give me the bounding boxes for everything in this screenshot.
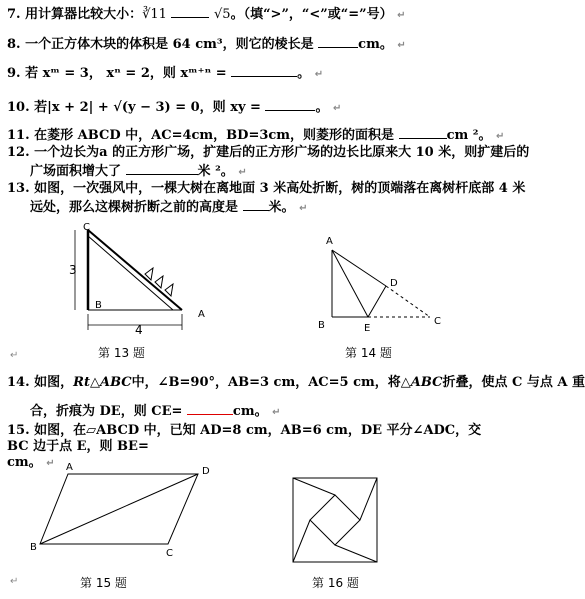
label-d: D: [390, 278, 398, 289]
figure-15: [30, 462, 210, 562]
answer-blank[interactable]: [171, 5, 209, 18]
question-7: [7, 5, 406, 24]
answer-blank[interactable]: [126, 162, 198, 175]
pinwheel-line: [293, 478, 335, 495]
inner-square: [310, 495, 360, 545]
question-text: cm ²。: [446, 128, 492, 143]
question-14-line-1: [7, 375, 585, 391]
answer-blank[interactable]: [187, 402, 233, 415]
question-text: 中，∠B=90°，AB=3 cm，AC=5 cm，将: [131, 375, 401, 390]
question-text: 广场面积增大了: [30, 164, 122, 179]
question-11: [7, 126, 504, 145]
fold-line-ad: [332, 250, 386, 286]
answer-blank[interactable]: [231, 64, 297, 77]
triangle-name: Rt△ABC: [73, 375, 132, 390]
answer-blank[interactable]: [243, 198, 269, 211]
triangle-name: △ABC: [400, 375, 443, 390]
label-a: A: [66, 462, 73, 473]
label-b: B: [318, 320, 325, 331]
figure-15-caption: 第 15 题: [80, 576, 127, 590]
figure-16-caption: 第 16 题: [312, 576, 359, 590]
paragraph-mark: ↵: [46, 458, 55, 469]
paragraph-mark: ↵: [397, 10, 406, 21]
line-dc-dashed: [386, 286, 430, 317]
label-d: D: [202, 466, 210, 477]
question-text: 。: [315, 100, 329, 115]
question-text: 若 xᵐ = 3， xⁿ = 2，则 xᵐ⁺ⁿ =: [25, 66, 227, 81]
label-a: A: [198, 309, 205, 320]
pinwheel-line: [360, 478, 377, 520]
label-c: C: [83, 222, 90, 233]
question-number: 14.: [7, 375, 30, 390]
paragraph-mark: ↵: [299, 203, 308, 214]
question-text: 如图，: [34, 375, 74, 390]
question-8: [7, 35, 406, 54]
question-text: cm。: [232, 404, 268, 419]
label-c: C: [434, 316, 441, 327]
paragraph-mark: ↵: [397, 40, 406, 51]
question-text: 。（填“>”，“<”或“=”号）: [230, 7, 393, 22]
question-text: 一个正方体木块的体积是 64 cm³，则它的棱长是: [25, 37, 314, 52]
question-text: 合，折痕为 DE，则 CE=: [30, 404, 183, 419]
answer-blank[interactable]: [265, 98, 315, 111]
question-text: cm。: [7, 455, 42, 470]
pinwheel-line: [335, 545, 377, 562]
figure-14: [310, 232, 450, 342]
paragraph-mark: ↵: [10, 350, 19, 361]
answer-blank[interactable]: [399, 126, 447, 139]
paragraph-mark: ↵: [314, 69, 324, 80]
branch-mark: [155, 276, 163, 288]
question-text: 用计算器比较大小：: [25, 7, 143, 22]
question-text: 米 ²。: [197, 164, 234, 179]
question-text: cm。: [358, 37, 393, 52]
question-10: [7, 98, 341, 117]
broken-top: [88, 230, 182, 310]
answer-blank[interactable]: [318, 35, 358, 48]
figure-16: [290, 475, 380, 565]
line-ae: [332, 250, 368, 317]
question-text: 如图，在▱ABCD 中，已知 AD=8 cm，AB=6 cm，DE 平分∠ADC，交 BC 边于点 E，则 BE=: [7, 423, 482, 454]
math-expression: √5: [214, 7, 231, 22]
question-text: 远处，那么这棵树折断之前的高度是: [30, 200, 239, 215]
question-text: 若|x + 2| + √(y − 3) = 0，则 xy =: [34, 100, 261, 115]
question-9: [7, 64, 323, 83]
figure-14-caption: 第 14 题: [345, 346, 392, 360]
paragraph-mark: ↵: [496, 131, 505, 142]
label-b: B: [30, 542, 37, 553]
question-number: 10.: [7, 100, 30, 115]
question-13-line-1: [7, 181, 525, 197]
paragraph-mark: ↵: [238, 167, 247, 178]
question-text: 一个边长为a 的正方形广场，扩建后的正方形广场的边长比原来大 10 米，则扩建后的: [34, 145, 530, 160]
question-number: 13.: [7, 181, 30, 196]
question-number: 7.: [7, 7, 21, 22]
question-number: 15.: [7, 423, 30, 438]
question-12-line-1: [7, 145, 529, 161]
branch-mark: [165, 284, 173, 296]
height-label: 3: [69, 263, 77, 277]
question-12-line-2: [30, 162, 247, 181]
outer-square: [293, 478, 377, 562]
math-expression: ∛11: [142, 7, 167, 22]
paragraph-mark: ↵: [272, 407, 281, 418]
question-14-line-2: [30, 402, 281, 421]
pinwheel-line: [293, 520, 310, 562]
question-text: 如图，一次强风中，一棵大树在离地面 3 米高处折断，树的顶端落在离树杆底部 4 米: [34, 181, 526, 196]
label-c: C: [166, 548, 173, 559]
question-number: 8.: [7, 37, 21, 52]
question-number: 9.: [7, 66, 21, 81]
branch-mark: [145, 268, 153, 280]
figure-13: [55, 222, 215, 342]
label-b: B: [95, 300, 102, 311]
question-text: 。: [297, 66, 311, 81]
label-a: A: [326, 236, 333, 247]
figure-13-caption: 第 13 题: [98, 346, 145, 360]
broken-top-edge: [88, 236, 173, 310]
label-e: E: [364, 323, 371, 334]
question-number: 12.: [7, 145, 30, 160]
question-number: 11.: [7, 128, 30, 143]
question-text: 折叠，使点 C 与点 A 重: [442, 375, 585, 390]
question-13-line-2: [30, 198, 307, 217]
paragraph-mark: ↵: [333, 103, 342, 114]
question-text: 在菱形 ABCD 中，AC=4cm，BD=3cm，则菱形的面积是: [34, 128, 395, 143]
fold-line-de: [368, 286, 386, 317]
question-text: 米。: [268, 200, 295, 215]
paragraph-mark: ↵: [10, 576, 19, 587]
width-label: 4: [135, 323, 143, 337]
